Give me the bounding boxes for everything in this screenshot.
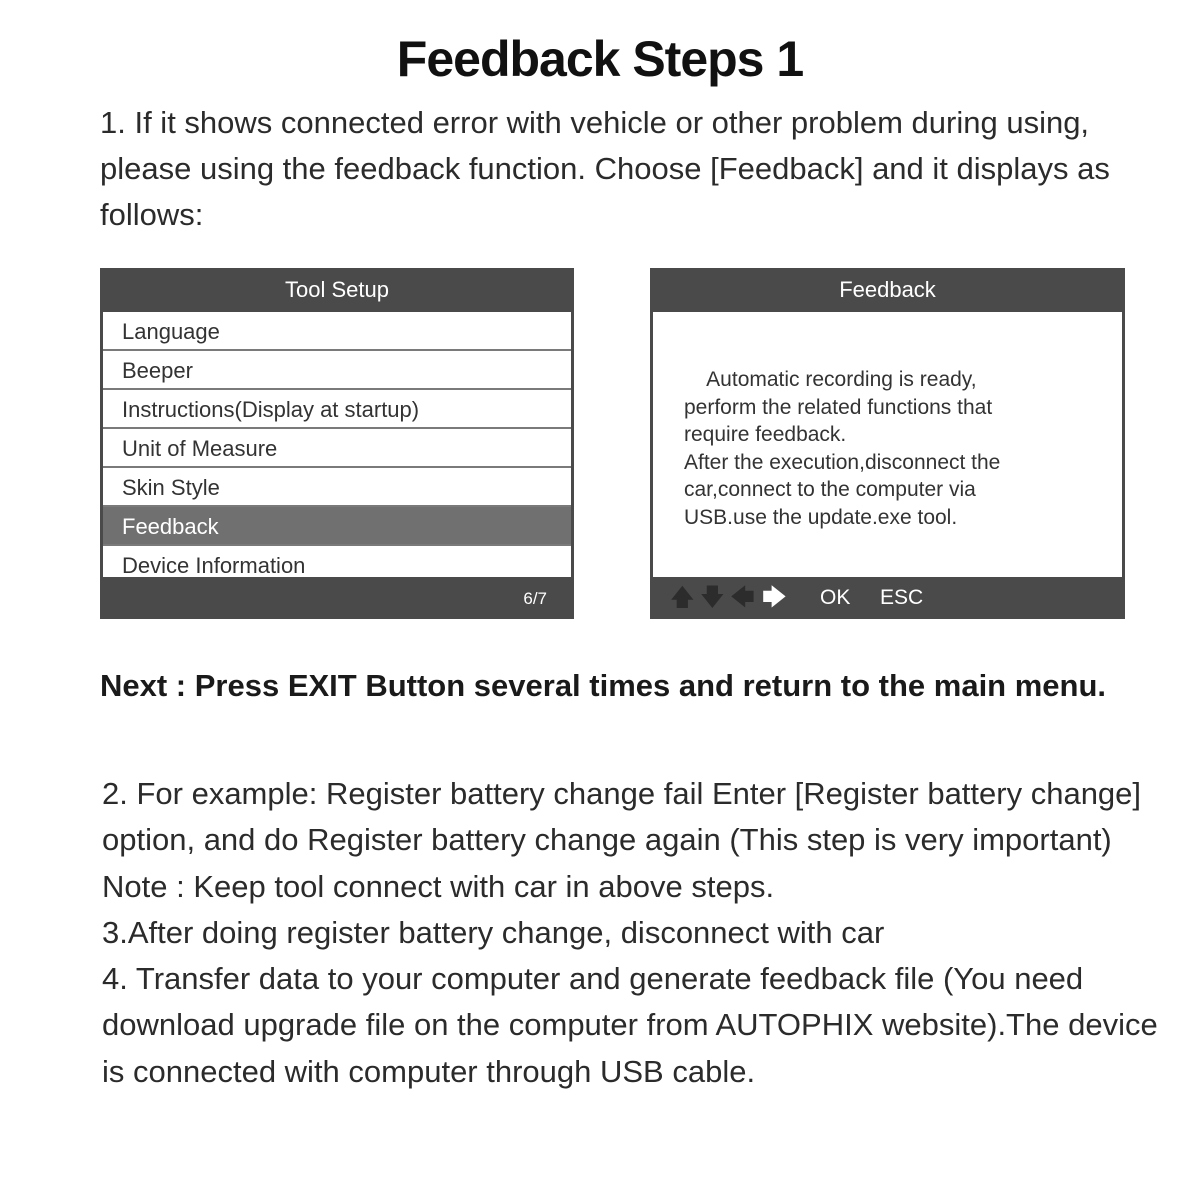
step-3: 3.After doing register battery change, disconnect with car [102, 914, 885, 950]
feedback-message [684, 366, 1084, 531]
menu-item-instructions[interactable]: Instructions(Display at startup) [103, 390, 571, 429]
esc-button[interactable]: ESC [880, 586, 924, 609]
page-title: Feedback Steps 1 [396, 31, 804, 87]
ok-button[interactable]: OK [820, 586, 851, 609]
tool-setup-menu [103, 312, 571, 577]
menu-item-skin-style[interactable]: Skin Style [103, 468, 571, 507]
feedback-line: car,connect to the computer via [684, 478, 976, 501]
menu-item-unit-of-measure[interactable]: Unit of Measure [103, 429, 571, 468]
tool-setup-header: Tool Setup [285, 277, 389, 302]
feedback-line: USB.use the update.exe tool. [684, 505, 958, 529]
feedback-footer [650, 577, 1125, 619]
tool-setup-footer [100, 577, 574, 619]
menu-item-feedback[interactable]: Feedback [103, 507, 571, 546]
feedback-line: Automatic recording is ready, [684, 368, 977, 391]
feedback-screen [650, 268, 1125, 619]
feedback-header: Feedback [839, 277, 936, 302]
feedback-line: perform the related functions that [684, 395, 993, 419]
step-note: Note : Keep tool connect with car in above steps. [102, 868, 775, 904]
arrow-left-icon[interactable]: 🡄 [730, 584, 755, 611]
arrow-right-icon[interactable]: 🡆 [762, 584, 787, 611]
tool-setup-screen [100, 268, 574, 619]
feedback-message-area [653, 312, 1122, 577]
feedback-line: After the execution,disconnect the [684, 450, 1001, 474]
menu-item-device-information[interactable]: Device Information [122, 553, 306, 578]
arrow-up-icon[interactable]: 🡅 [670, 584, 695, 611]
step-4: 4. Transfer data to your computer and generate feedback file (You need download upgrade file on the computer from AUTOPHIX website).The device is connected with computer through USB cable. [102, 961, 1158, 1089]
next-instruction: Next : Press EXIT Button several times and return to the main menu. [100, 668, 1107, 703]
menu-item-beeper[interactable]: Beeper [103, 351, 571, 390]
page-indicator: 6/7 [523, 589, 547, 608]
step-2: 2. For example: Register battery change fail Enter [Register battery change] option, and do Register battery change again (This step is very important) [102, 776, 1142, 858]
menu-item-language[interactable]: Language [103, 312, 571, 351]
steps-list [102, 771, 1162, 1095]
arrow-down-icon[interactable]: 🡇 [700, 584, 725, 611]
feedback-line: require feedback. [684, 423, 847, 446]
intro-paragraph: 1. If it shows connected error with vehicle or other problem during using, please using the feedback function. Choose [Feedback] and it displays as follows: [100, 105, 1110, 232]
